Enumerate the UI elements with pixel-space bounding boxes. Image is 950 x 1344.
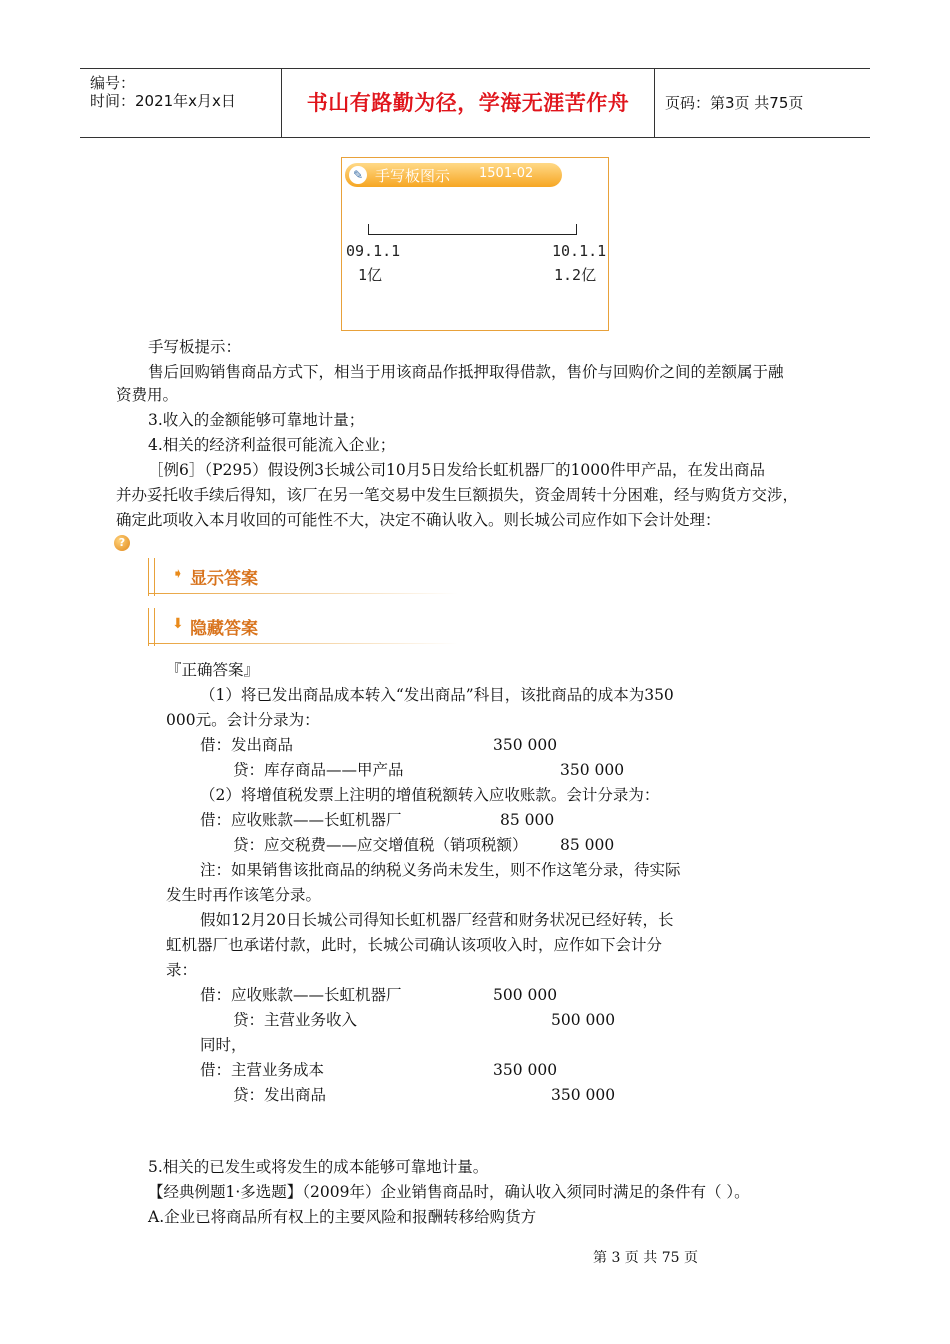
entry-amount: 350 000 xyxy=(493,736,558,754)
question-icon[interactable]: ? xyxy=(114,535,130,551)
show-answer-label: 显示答案 xyxy=(190,569,258,589)
answer-step-1-cont: 000元。会计分录为： xyxy=(166,711,320,729)
board-code: 1501-02 xyxy=(479,166,534,181)
entry-debit: 借：主营业务成本 xyxy=(200,1061,325,1079)
example-6-line: ［例6］（P295）假设例3长城公司10月5日发给长虹机器厂的1000件甲产品，在发出商品 xyxy=(148,461,766,479)
answer-step-3: 假如12月20日长城公司得知长虹机器厂经营和财务状况已经好转，长 xyxy=(200,911,674,929)
answer-note: 注：如果销售该批商品的纳税义务尚未发生，则不作这笔分录，待实际 xyxy=(200,861,681,879)
entry-amount: 85 000 xyxy=(500,811,555,829)
entry-credit: 贷：发出商品 xyxy=(233,1086,327,1104)
example-6-line: 并办妥托收手续后得知，该厂在另一笔交易中发生巨额损失，资金周转十分困难，经与购货方交涉， xyxy=(116,486,799,504)
page-header xyxy=(80,68,870,138)
entry-amount: 500 000 xyxy=(493,986,558,1004)
entry-amount: 350 000 xyxy=(493,1061,558,1079)
board-title-bar xyxy=(345,163,562,187)
show-answer-button[interactable] xyxy=(148,558,458,596)
answer-step-2: （2）将增值税发票上注明的增值税额转入应收账款。会计分录为： xyxy=(200,786,660,804)
arrow-right-icon: ➧ xyxy=(172,566,184,582)
entry-amount: 85 000 xyxy=(560,836,615,854)
entry-credit: 贷：库存商品——甲产品 xyxy=(233,761,404,779)
entry-debit: 借：发出商品 xyxy=(200,736,294,754)
entry-amount: 350 000 xyxy=(551,1086,616,1104)
example-question: 【经典例题1·多选题】（2009年）企业销售商品时，确认收入须同时满足的条件有（ ）。 xyxy=(148,1183,750,1201)
hide-answer-button[interactable] xyxy=(148,608,458,646)
left-date: 09.1.1 xyxy=(346,242,401,260)
entry-debit: 借：应收账款——长虹机器厂 xyxy=(200,986,402,1004)
option-a: A.企业已将商品所有权上的主要风险和报酬转移给购货方 xyxy=(148,1208,537,1226)
right-date: 10.1.1 xyxy=(552,242,607,260)
entry-amount: 500 000 xyxy=(551,1011,616,1029)
hint-label: 手写板提示： xyxy=(148,338,242,356)
answer-step-3-cont: 虹机器厂也承诺付款，此时，长城公司确认该项收入时，应作如下会计分 xyxy=(166,936,663,954)
answer-step-1: （1）将已发出商品成本转入“发出商品”科目，该批商品的成本为350 xyxy=(200,686,674,704)
entry-debit: 借：应收账款——长虹机器厂 xyxy=(200,811,402,829)
condition-5: 5.相关的已发生或将发生的成本能够可靠地计量。 xyxy=(148,1158,489,1176)
hint-text-cont: 资费用。 xyxy=(116,386,179,404)
handwriting-board xyxy=(341,157,609,331)
header-meta xyxy=(80,69,282,137)
page-code: 页码：第3页 共75页 xyxy=(665,94,804,112)
motto: 书山有路勤为径，学海无涯苦作舟 xyxy=(282,69,655,137)
page-footer: 第 3 页 共 75 页 xyxy=(593,1250,698,1266)
condition-4: 4.相关的经济利益很可能流入企业； xyxy=(148,436,396,454)
hint-text: 售后回购销售商品方式下，相当于用该商品作抵押取得借款，售价与回购价之间的差额属于融 xyxy=(148,363,784,381)
answer-step-3-cont: 录： xyxy=(166,961,198,979)
hide-answer-label: 隐藏答案 xyxy=(190,619,258,639)
number-label: 编号： xyxy=(90,74,136,92)
entry-credit: 贷：主营业务收入 xyxy=(233,1011,358,1029)
condition-3: 3.收入的金额能够可靠地计量； xyxy=(148,411,365,429)
entry-credit: 贷：应交税费——应交增值税（销项税额） xyxy=(233,836,528,854)
arrow-down-icon: ⬇ xyxy=(172,616,184,632)
left-value: 1亿 xyxy=(358,266,383,284)
right-value: 1.2亿 xyxy=(554,266,597,284)
timeline xyxy=(368,224,577,235)
time-label: 时间：2021年x月x日 xyxy=(90,92,236,110)
answer-note-cont: 发生时再作该笔分录。 xyxy=(166,886,322,904)
example-6-line: 确定此项收入本月收回的可能性不大，决定不确认收入。则长城公司应作如下会计处理： xyxy=(116,511,721,529)
entry-amount: 350 000 xyxy=(560,761,625,779)
pen-icon: ✎ xyxy=(349,166,367,184)
answer-title: 『正确答案』 xyxy=(166,661,260,679)
board-title: 手写板图示 xyxy=(375,167,451,185)
same-time-label: 同时， xyxy=(200,1036,247,1054)
